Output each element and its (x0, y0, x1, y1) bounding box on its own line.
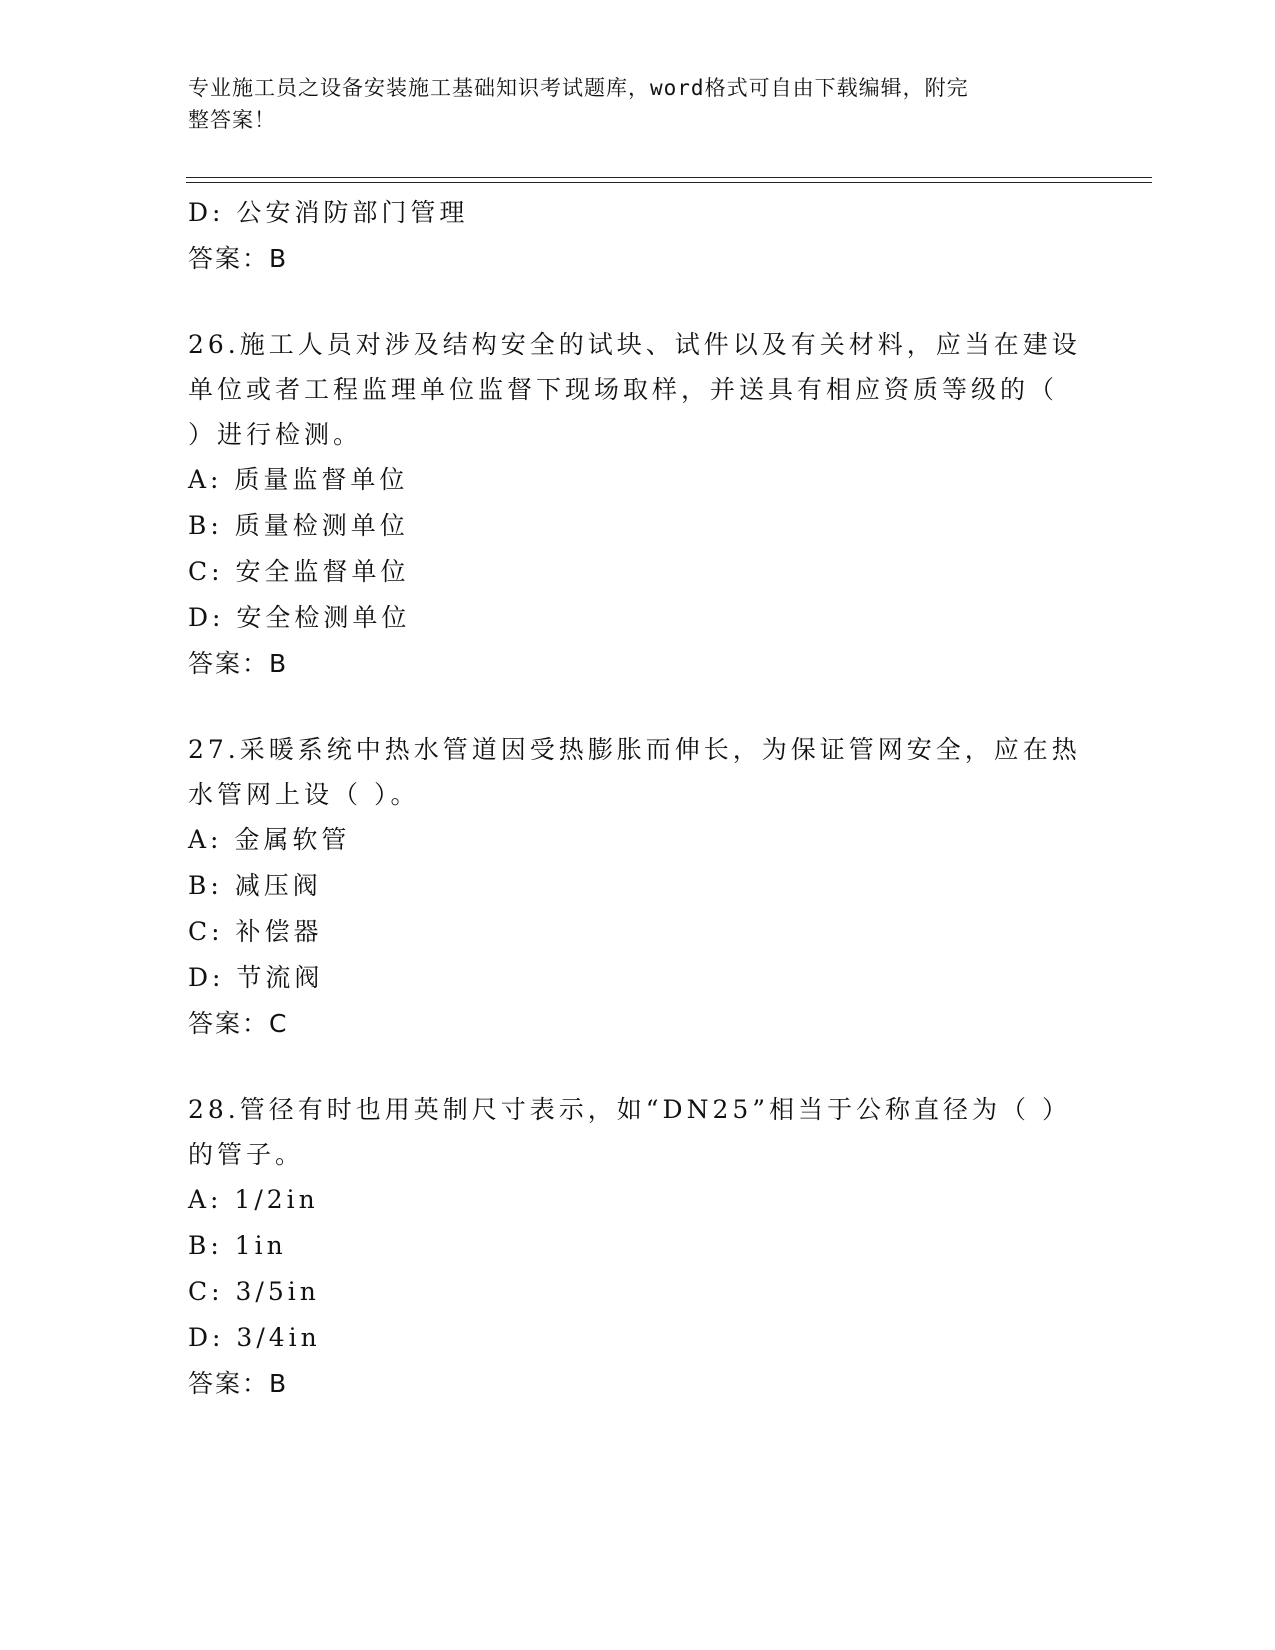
question-26 (188, 322, 1088, 687)
answer: 答案：B (188, 244, 289, 273)
option-d: D: 节流阀 (188, 963, 324, 992)
question-text-line: 水管网上设（ ）。 (188, 780, 420, 809)
option-b: B: 1in (188, 1231, 287, 1260)
question-text-line: 27.采暖系统中热水管道因受热膨胀而伸长，为保证管网安全，应在热 (188, 735, 1081, 764)
question-text-line: 的管子。 (188, 1140, 305, 1169)
header-line-2: 整答案！ (188, 108, 276, 132)
header-divider-top (186, 177, 1152, 178)
answer: 答案：B (188, 649, 289, 678)
question-25-tail (188, 190, 1088, 282)
question-text-line: 26.施工人员对涉及结构安全的试块、试件以及有关材料，应当在建设 (188, 330, 1081, 359)
option-d: D: 安全检测单位 (188, 603, 411, 632)
header-line-1: 专业施工员之设备安装施工基础知识考试题库，word格式可自由下载编辑，附完 (188, 76, 969, 100)
option-c: C: 安全监督单位 (188, 557, 410, 586)
question-text-line: 28.管径有时也用英制尺寸表示，如“DN25”相当于公称直径为（ ） (188, 1095, 1071, 1124)
option-c: C: 3/5in (188, 1277, 320, 1306)
question-text-line: 单位或者工程监理单位监督下现场取样，并送具有相应资质等级的（ (188, 375, 1059, 404)
option-c: C: 补偿器 (188, 917, 323, 946)
option-a: A: 1/2in (188, 1185, 319, 1214)
answer: 答案：B (188, 1369, 289, 1398)
option-b: B: 质量检测单位 (188, 511, 409, 540)
question-28 (188, 1087, 1088, 1407)
option-d: D: 3/4in (188, 1323, 321, 1352)
answer: 答案：C (188, 1009, 289, 1038)
question-27 (188, 727, 1088, 1047)
option-b: B: 减压阀 (188, 871, 322, 900)
document-header (188, 72, 1068, 136)
question-list (188, 190, 1088, 1407)
option-d: D: 公安消防部门管理 (188, 198, 469, 227)
question-text-line: ）进行检测。 (188, 420, 363, 449)
option-a: A: 金属软管 (188, 825, 351, 854)
header-divider-bottom (186, 182, 1152, 183)
option-a: A: 质量监督单位 (188, 465, 409, 494)
